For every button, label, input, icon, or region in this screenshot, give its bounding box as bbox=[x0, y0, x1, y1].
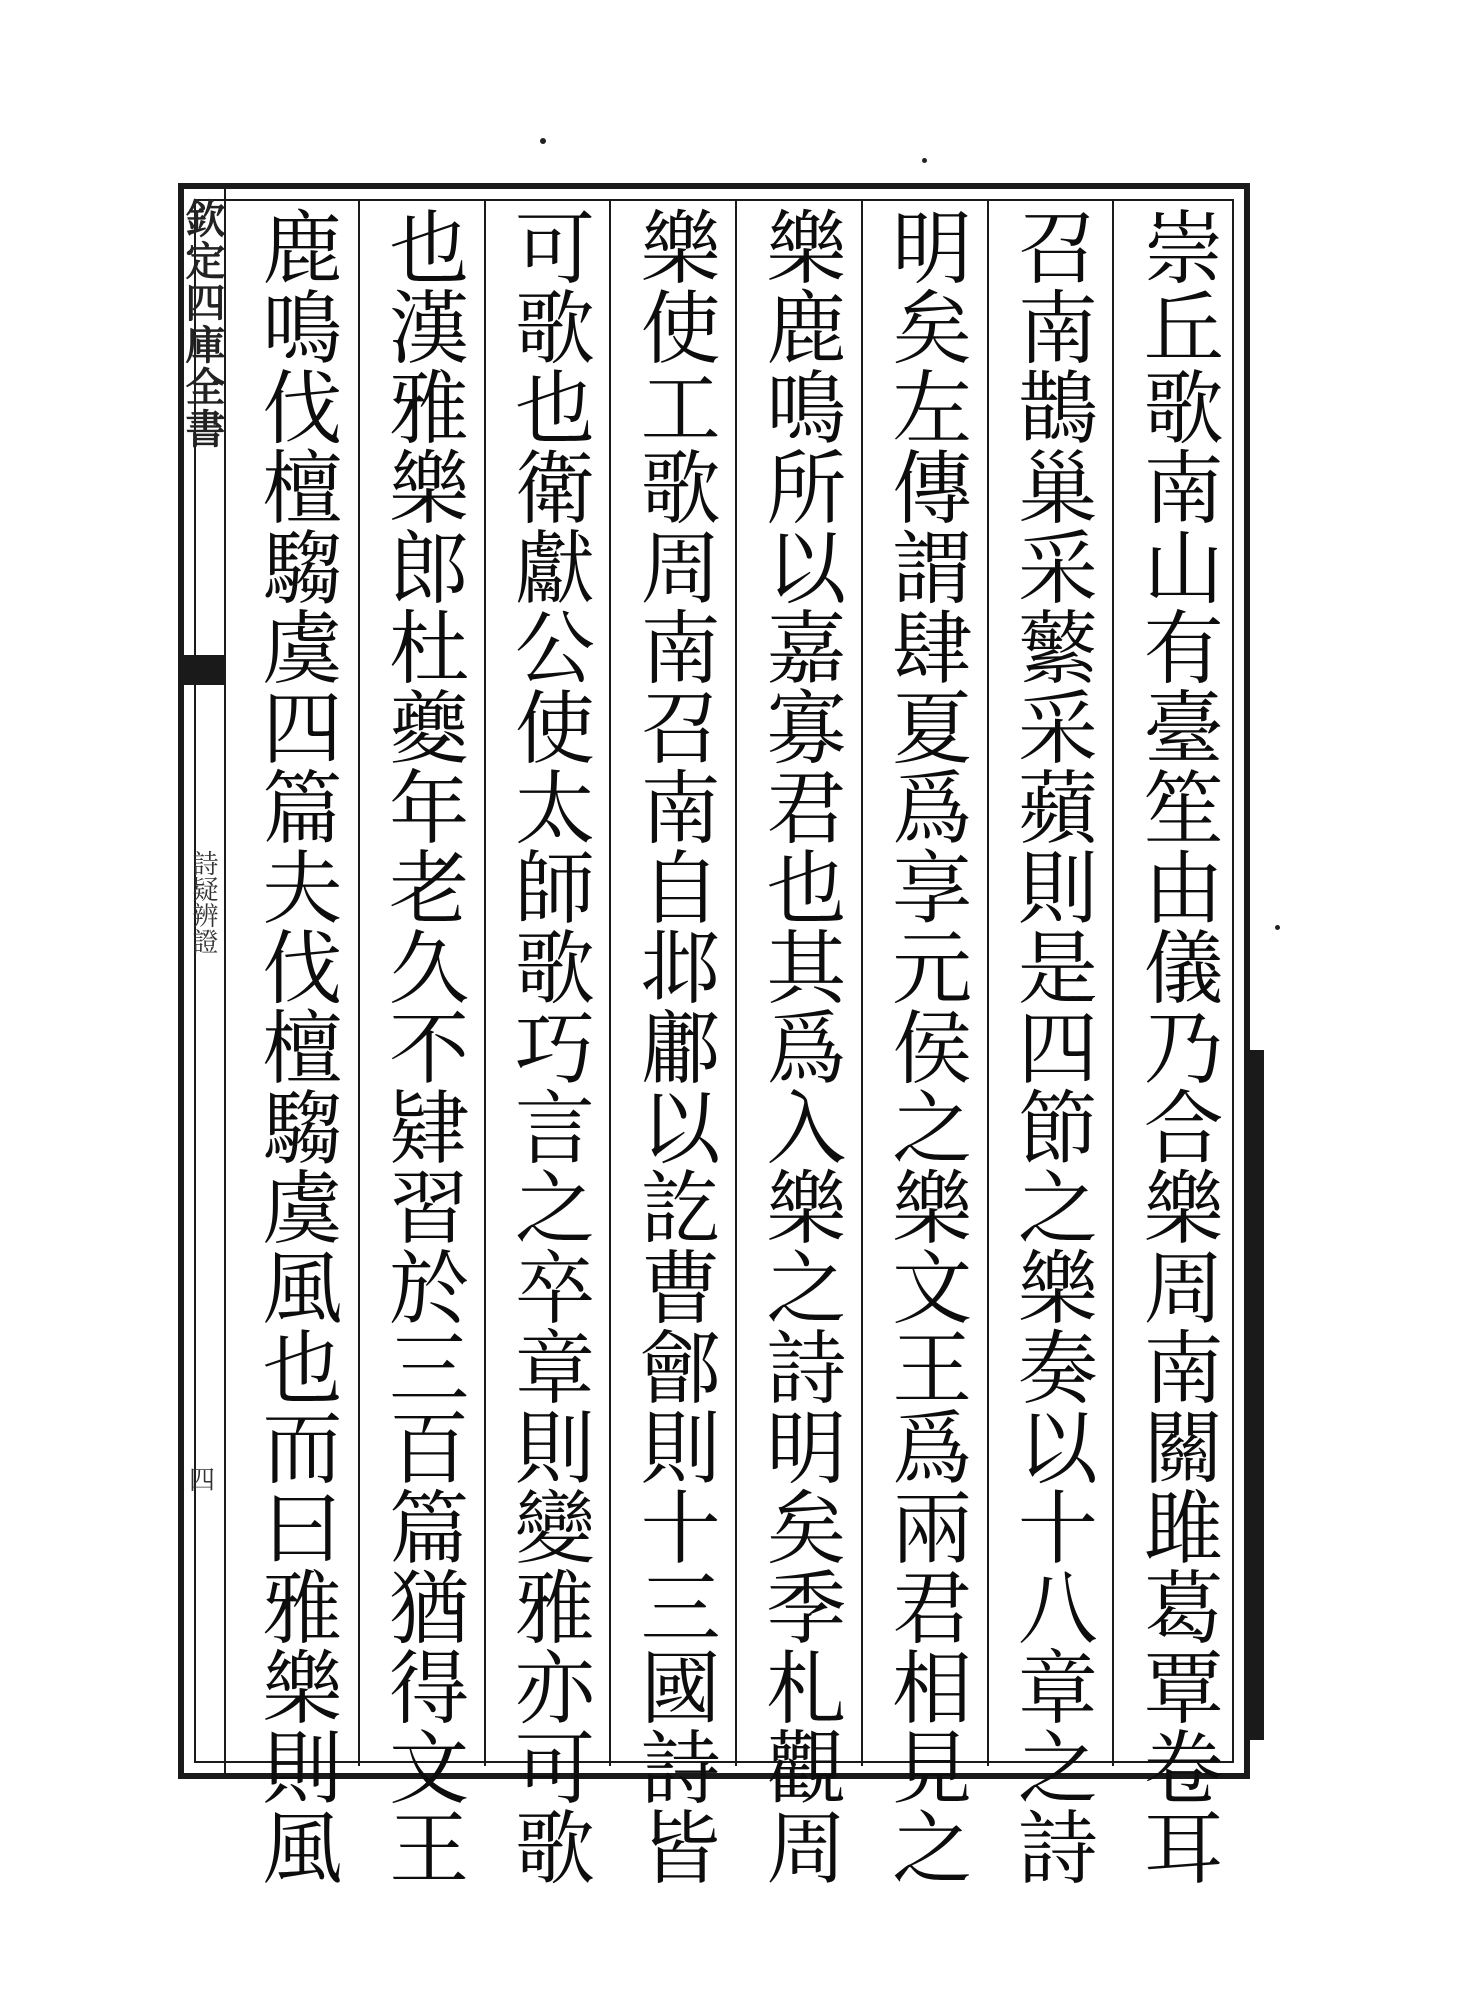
text-column-8 bbox=[232, 200, 358, 1886]
text-column-2 bbox=[987, 200, 1113, 1886]
ink-speck bbox=[922, 158, 927, 163]
column-text: 也漢雅樂郎杜夔年老久不肄習於三百篇猶得文王 bbox=[375, 206, 469, 1886]
text-column-6 bbox=[484, 200, 610, 1886]
column-text: 可歌也衛獻公使太師歌巧言之卒章則變雅亦可歌 bbox=[501, 206, 595, 1886]
ink-speck bbox=[1275, 925, 1280, 930]
column-text: 明矣左傳謂肆夏爲享元侯之樂文王爲兩君相見之 bbox=[878, 206, 972, 1886]
ink-speck bbox=[540, 138, 546, 144]
column-text: 樂使工歌周南召南自邶鄘以訖曹鄶則十三國詩皆 bbox=[627, 206, 721, 1886]
page-number: 四 bbox=[188, 1466, 215, 1496]
book-title: 欽定四庫全書 bbox=[179, 198, 226, 450]
text-column-7 bbox=[358, 200, 484, 1886]
column-text: 鹿鳴伐檀騶虞四篇夫伐檀騶虞風也而曰雅樂則風 bbox=[248, 206, 342, 1886]
column-text: 樂鹿鳴所以嘉寡君也其爲入樂之詩明矣季札觀周 bbox=[752, 206, 846, 1886]
column-text: 崇丘歌南山有臺笙由儀乃合樂周南關雎葛覃卷耳 bbox=[1130, 206, 1224, 1886]
text-column-5 bbox=[609, 200, 735, 1886]
text-column-3 bbox=[861, 200, 987, 1886]
main-text bbox=[232, 200, 1238, 1886]
right-edge-bar bbox=[1250, 1050, 1264, 1740]
text-column-1 bbox=[1112, 200, 1238, 1886]
column-text: 召南鵲巢采蘩采蘋則是四節之樂奏以十八章之詩 bbox=[1004, 206, 1098, 1886]
section-title: 詩疑辨證 bbox=[188, 850, 218, 954]
text-column-4 bbox=[735, 200, 861, 1886]
fishtail-mark bbox=[180, 655, 224, 685]
